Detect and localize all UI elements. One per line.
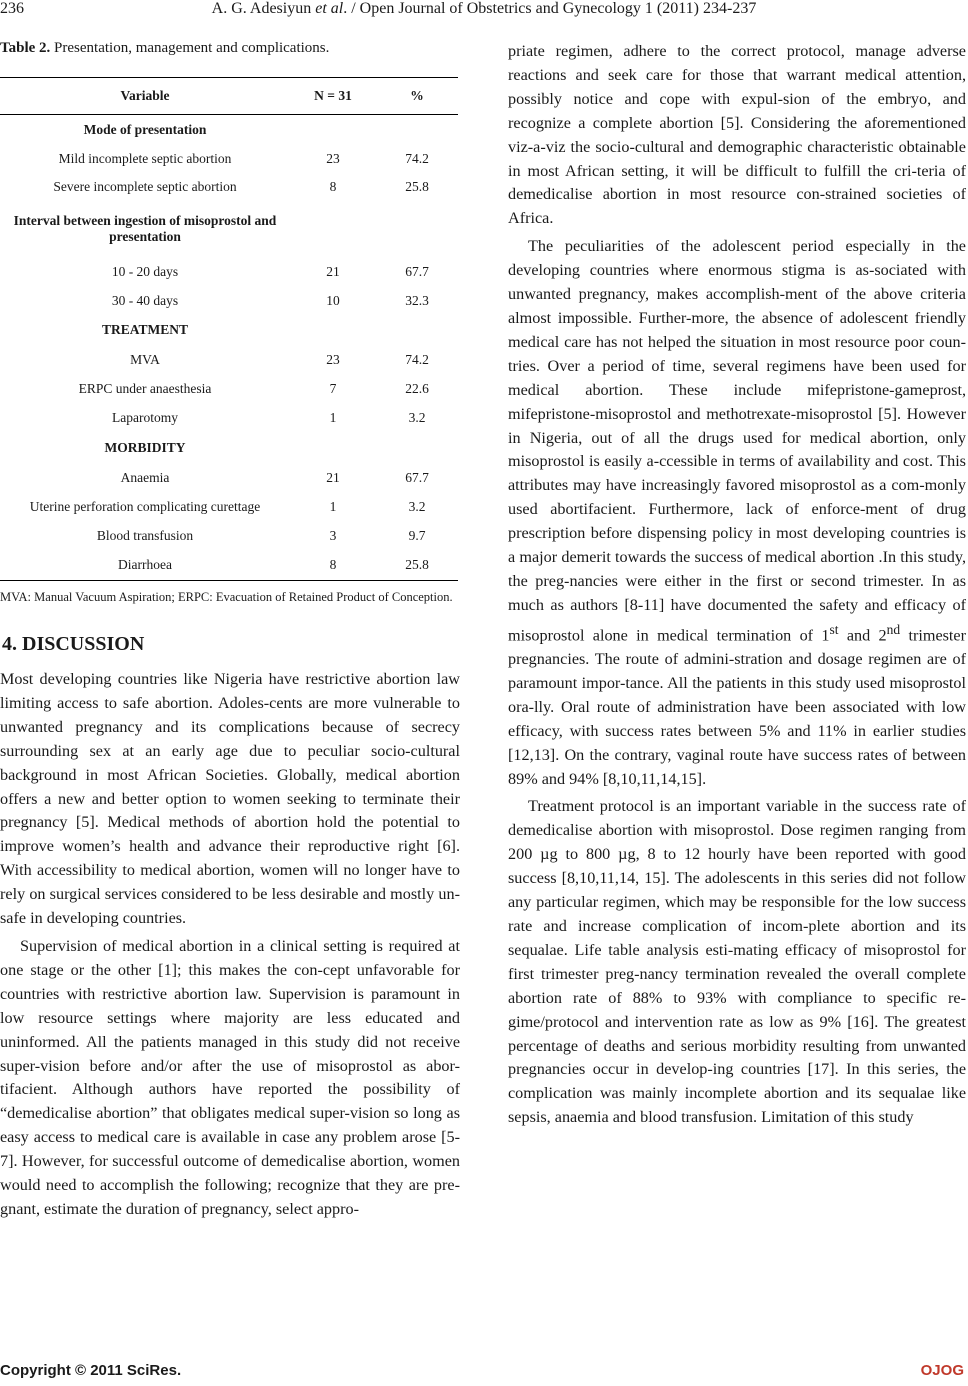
paragraph-4-part-b: and 2 <box>838 626 887 645</box>
table-cell-variable: 10 - 20 days <box>111 263 179 279</box>
table-cell-variable: MVA <box>130 351 160 367</box>
table-row <box>0 173 458 201</box>
table-section-row <box>0 433 458 463</box>
running-header <box>0 0 968 18</box>
header-authors: A. G. Adesiyun <box>211 0 312 17</box>
section-heading: 4. DISCUSSION <box>2 633 145 655</box>
presentation-table <box>0 77 458 581</box>
table-caption-text: Presentation, management and complications. <box>50 40 330 56</box>
table-cell-variable: TREATMENT <box>101 321 188 337</box>
table-caption <box>0 40 460 57</box>
discussion-paragraph-1: Most developing countries like Nigeria have restrictive abortion law limiting access to safe abortion. Adoles-cents are more vulnerable to unwanted pregnancy and its complications because of secrecy surrounding sex at an early age due to peculiar socio-cultural background in most African Societies. Globally, medical abortion offers a new and better option to women seeking to terminate their pregnancy [5]. Medical methods of abortion hold the potential to improve women’s health and advance their reproductive right [6]. With accessibility to medical abortion, women will no longer have to rely on surgical services considered to be less desirable and mostly un-safe in developing countries. <box>0 670 460 928</box>
table-section-row <box>0 315 458 345</box>
table-cell-n: 21 <box>326 469 340 485</box>
table-row <box>0 521 458 551</box>
footer-journal-abbr: OJOG <box>920 1362 964 1379</box>
table-cell-percent: 9.7 <box>408 527 426 543</box>
table-cell-n <box>290 201 376 257</box>
table-header-row <box>0 78 458 115</box>
table-cell-percent: 67.7 <box>405 263 429 279</box>
table-cell-percent: 3.2 <box>408 498 426 514</box>
table-cell-variable: MORBIDITY <box>104 439 186 455</box>
table-row <box>0 493 458 521</box>
table-row <box>0 257 458 287</box>
table-row <box>0 403 458 433</box>
discussion-paragraph-2: Supervision of medical abortion in a clinical setting is required at one stage or the other [1]; this makes the con-cept unfavorable for countries with restrictive abortion law. Supervision is paramount in low resource settings where majority are less educated and uninformed. All the patients managed in this study did not receive super-vision before and/or after the use of misoprostol as abor-tifacient. Although authors have reported the possibility of “demedicalise abortion” that obligates medical super-vision so long as easy access to medical care is available in case any problem arose [5-7]. However, for successful outcome of demedicalise abortion, women would need to accomplish the following; recognize that they are pre-gnant, estimate the duration of pregnancy, select appro- <box>0 936 460 1218</box>
table-cell-percent <box>376 315 458 345</box>
discussion-paragraph-3: priate regimen, adhere to the correct protocol, manage adverse reactions and seek care for those that warrant medical attention, possibly notice and cope with expul-sion of the embryo, and recognize a complete abortion [5]. Considering the aforementioned viz-a-viz the socio-cultural and demographic characteristic obtainable in most African setting, it will be difficult to fulfill the cri-teria of demedicalise abortion in most resource con-strained societies of Africa. <box>508 42 966 228</box>
table-cell-n: 8 <box>329 557 337 573</box>
table-cell-n: 7 <box>329 380 337 396</box>
table-row <box>0 463 458 493</box>
table-cell-variable: 30 - 40 days <box>111 292 179 308</box>
table-cell-percent: 74.2 <box>405 351 429 367</box>
table-cell-n <box>290 115 376 145</box>
table-row <box>0 375 458 403</box>
column-header-variable: Variable <box>120 88 170 103</box>
left-column <box>0 40 460 1222</box>
table-cell-variable: Blood transfusion <box>96 527 194 543</box>
table-cell-percent: 25.8 <box>405 178 429 194</box>
table-cell-n: 10 <box>326 292 340 308</box>
table-cell-n <box>290 433 376 463</box>
table-caption-label: Table 2. <box>0 40 51 56</box>
table-cell-n: 3 <box>329 527 337 543</box>
header-journal: . / Open Journal of Obstetrics and Gynecology 1 (2011) 234-237 <box>343 0 757 17</box>
page-number: 236 <box>0 0 24 17</box>
table-cell-n: 8 <box>329 178 337 194</box>
header-et-al: et al <box>315 0 344 17</box>
table-cell-variable: Laparotomy <box>112 409 178 425</box>
column-header-percent: % <box>410 88 424 103</box>
table-cell-n: 1 <box>329 498 337 514</box>
discussion-paragraph-5: Treatment protocol is an important variable in the success rate of demedicalise abortion with misoprostol. Dose regimen ranging from 200 µg to 800 µg, 8 to 12 hourly have been reported with good success [8,10,11,14, 15]. The adolescents in this series did not follow any particular regimen, which may be responsible for the low success rate and increase complication of incom-plete abortion and its sequalae. Life table analysis esti-mating efficacy of misoprostol for first trimester preg-nancy termination revealed the overall complete abortion rate of 88% to 93% with compliance to specific re-gime/protocol and intervention rate as low as 9% [16]. The greatest percentage of deaths and serious morbidity resulting from unwanted pregnancies occur in develop-ing countries [17]. In this series, the complication was mainly incomplete abortion and its sequalae like sepsis, anaemia and blood transfusion. Limitation of this study <box>508 797 966 1127</box>
table-section-row <box>0 201 458 257</box>
right-column <box>508 40 966 1130</box>
table-cell-percent: 3.2 <box>408 409 426 425</box>
table-cell-variable: Anaemia <box>120 469 170 485</box>
table-cell-variable: Interval between ingestion of misoprostol and presentation <box>13 212 277 244</box>
table-cell-n: 23 <box>326 150 340 166</box>
table-cell-percent: 22.6 <box>405 380 429 396</box>
table-cell-percent: 67.7 <box>405 469 429 485</box>
table-cell-percent: 25.8 <box>405 557 429 573</box>
table-cell-variable: Mode of presentation <box>83 121 207 137</box>
table-cell-percent: 74.2 <box>405 150 429 166</box>
table-cell-n: 23 <box>326 351 340 367</box>
table-row <box>0 551 458 581</box>
paragraph-4-part-c: trimester pregnancies. The route of admini-stration and dosage regimen are of paramount impor-tance. All the patients in this study used misoprostol ora-lly. Oral route of administration have been associated with low efficacy, with success rates between 5% and 11% in earlier studies [12,13]. On the contrary, vaginal route have success rates of between 89% and 94% [8,10,11,14,15]. <box>508 626 967 788</box>
table-cell-percent <box>376 201 458 257</box>
table-row <box>0 145 458 173</box>
table-cell-variable: Diarrhoea <box>118 557 172 573</box>
table-cell-variable: Severe incomplete septic abortion <box>53 178 237 194</box>
table-cell-n: 1 <box>329 409 337 425</box>
table-cell-n: 21 <box>326 263 340 279</box>
table-cell-percent <box>376 115 458 145</box>
table-cell-n <box>290 315 376 345</box>
superscript-st: st <box>829 621 839 637</box>
table-row <box>0 345 458 375</box>
column-header-n: N = 31 <box>314 88 352 103</box>
table-section-row <box>0 115 458 145</box>
table-cell-variable: Mild incomplete septic abortion <box>58 150 232 166</box>
table-footnote: MVA: Manual Vacuum Aspiration; ERPC: Evacuation of Retained Product of Conception. <box>0 590 453 604</box>
footer-copyright: Copyright © 2011 SciRes. <box>0 1362 182 1379</box>
discussion-paragraph-4 <box>508 235 966 791</box>
paragraph-4-part-a: The peculiarities of the adolescent period especially in the developing countries where enormous stigma is as-sociated with unwanted pregnancy, makes accomplish-ment of the above criteria almost impossible. Further-more, the absence of adolescent friendly medical care has not helped the situation in most resource poor coun-tries. Over a period of time, several regimens have been used for medical abortion. These include mifepristone-gameprost, mifepristone-misoprostol and methotrexate-misoprostol [5]. However in Nigeria, out of all the drugs used for medical abortion, only misoprostol is easily a-ccessible in terms of availability and cost. This attributes may have increasingly favored misoprostol as a com-monly used abortifacient. Furthermore, lack of enforce-ment of drug prescription before dispensing policy in most developing countries is a major demerit towards the success of medical abortion .In this study, the preg-nancies were either in the first or second trimester. In as much as authors [8-11] have documented the safety and efficacy of misoprostol alone in medical termination of 1 <box>508 237 966 645</box>
table-cell-variable: Uterine perforation complicating curettage <box>29 498 261 514</box>
superscript-nd: nd <box>886 621 901 637</box>
table-cell-variable: ERPC under anaesthesia <box>78 380 212 396</box>
table-body <box>0 115 458 581</box>
table-cell-percent <box>376 433 458 463</box>
table-row <box>0 287 458 315</box>
table-cell-percent: 32.3 <box>405 292 429 308</box>
